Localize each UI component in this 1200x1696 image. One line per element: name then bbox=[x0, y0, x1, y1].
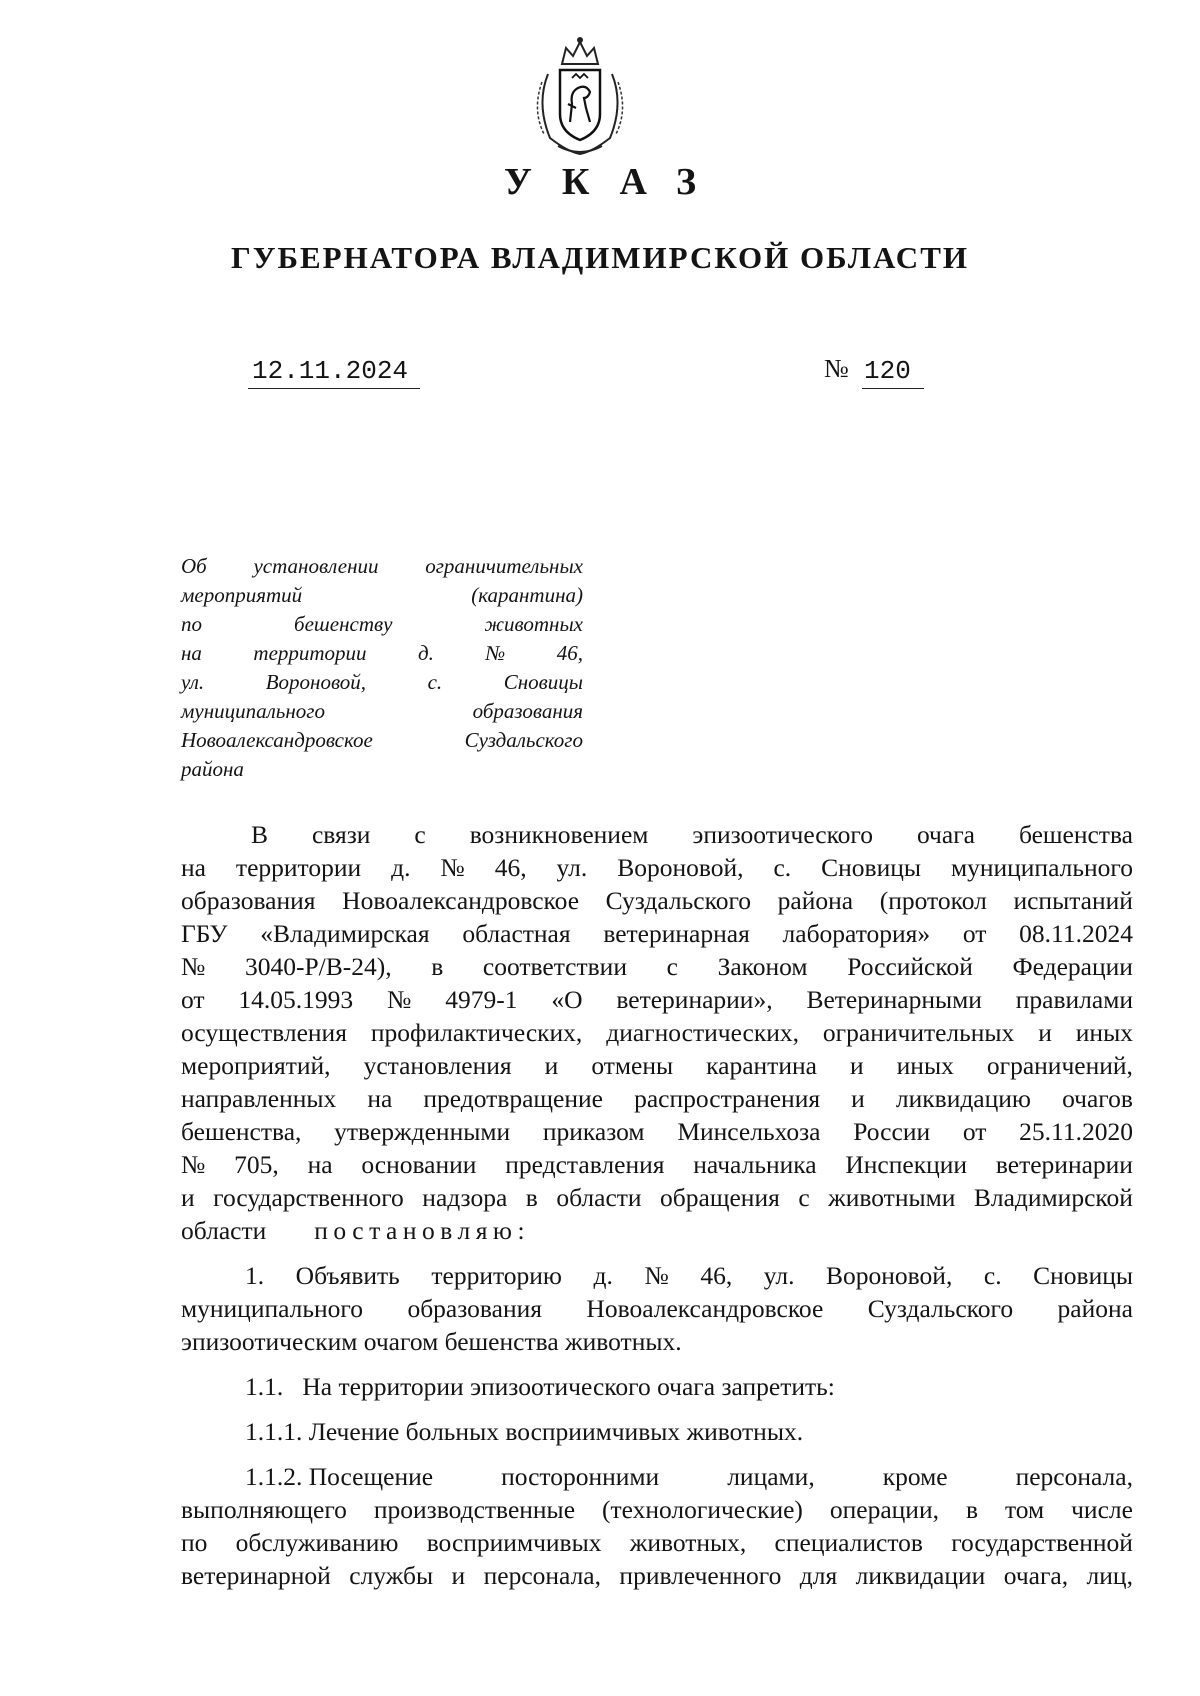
word: эпизоотического bbox=[692, 820, 874, 849]
number-sign: № bbox=[824, 354, 849, 383]
paragraph-1-last-line bbox=[181, 1214, 1133, 1247]
paragraph-1-first-line bbox=[181, 818, 1133, 851]
word: связи bbox=[311, 820, 371, 849]
word: на bbox=[181, 853, 206, 882]
word: с. bbox=[983, 1261, 1002, 1290]
word: № bbox=[181, 952, 206, 981]
word: испытаний bbox=[1013, 886, 1133, 915]
word: ликвидацию bbox=[895, 1084, 1031, 1113]
word: с bbox=[414, 820, 426, 849]
word: Суздальского bbox=[464, 728, 583, 752]
word: с. bbox=[427, 670, 443, 694]
word: № bbox=[440, 853, 465, 882]
document-type-title: УКАЗ bbox=[504, 161, 726, 203]
word: Новоалександровское bbox=[586, 1294, 824, 1323]
word: 705, bbox=[234, 1150, 279, 1179]
word: 1. bbox=[245, 1261, 265, 1290]
word: № bbox=[644, 1261, 669, 1290]
word: отмены bbox=[591, 1051, 674, 1080]
text-line bbox=[181, 884, 1133, 917]
word: района bbox=[181, 757, 244, 781]
word: привлеченного bbox=[619, 1561, 782, 1590]
word: по bbox=[181, 1528, 208, 1557]
word: лаборатория» bbox=[782, 919, 931, 948]
word: в bbox=[431, 952, 444, 981]
item-1-1-1: 1.1.1. Лечение больных восприимчивых животных. bbox=[245, 1417, 804, 1446]
word: ветеринарии», bbox=[616, 985, 773, 1014]
word: района bbox=[1057, 1294, 1133, 1323]
word: специалистов bbox=[774, 1528, 923, 1557]
word: очага bbox=[916, 820, 975, 849]
word: с bbox=[798, 1183, 810, 1212]
word: распространения bbox=[634, 1084, 821, 1113]
word: Минсельхоза bbox=[677, 1117, 821, 1146]
word: Объявить bbox=[295, 1261, 400, 1290]
text-line bbox=[181, 1526, 1133, 1559]
word: животных, bbox=[629, 1528, 747, 1557]
word: бешенства bbox=[1018, 820, 1133, 849]
item-1-1-2-lines bbox=[181, 1493, 1133, 1592]
word: д. bbox=[593, 1261, 613, 1290]
document-number: 120 bbox=[862, 356, 924, 389]
text-line bbox=[181, 983, 1133, 1016]
word: Сновицы bbox=[503, 670, 583, 694]
word: ул. bbox=[181, 670, 205, 694]
heading-line bbox=[181, 552, 583, 581]
heading-line bbox=[181, 639, 583, 668]
word: муниципального bbox=[181, 699, 325, 723]
word: Вороновой, bbox=[617, 853, 744, 882]
word: России bbox=[853, 1117, 931, 1146]
word: в bbox=[525, 1183, 538, 1212]
word: соответствии bbox=[482, 952, 627, 981]
word: д. bbox=[391, 853, 411, 882]
word: областная bbox=[462, 919, 571, 948]
word: от bbox=[181, 985, 205, 1014]
text-line bbox=[181, 1559, 1133, 1592]
word: обращения bbox=[660, 1183, 780, 1212]
word: территории bbox=[235, 853, 362, 882]
word: ликвидации bbox=[855, 1561, 986, 1590]
word: и bbox=[851, 1084, 865, 1113]
text-line bbox=[181, 1049, 1133, 1082]
word: № bbox=[485, 641, 506, 665]
heading-line bbox=[181, 581, 583, 610]
word: мероприятий, bbox=[181, 1051, 331, 1080]
word: обслуживанию bbox=[235, 1528, 399, 1557]
word: Владимирской bbox=[973, 1183, 1133, 1212]
paragraph-2-lines bbox=[181, 1292, 1133, 1325]
word: ул. bbox=[556, 853, 588, 882]
word: службы bbox=[349, 1561, 434, 1590]
coat-of-arms-emblem bbox=[528, 34, 632, 158]
document-date: 12.11.2024 bbox=[248, 356, 420, 389]
word: возникновением bbox=[469, 820, 649, 849]
word: иных bbox=[896, 1051, 954, 1080]
word: ограничений, bbox=[986, 1051, 1133, 1080]
word: очага, bbox=[1003, 1561, 1069, 1590]
word: Инспекции bbox=[845, 1150, 968, 1179]
word: Федерации bbox=[1012, 952, 1133, 981]
word: (технологические) bbox=[601, 1495, 803, 1524]
word: 08.11.2024 bbox=[1019, 919, 1133, 948]
text-line bbox=[181, 1115, 1133, 1148]
text-line bbox=[181, 917, 1133, 950]
word: 4979-1 bbox=[445, 985, 518, 1014]
word: выполняющего bbox=[181, 1495, 347, 1524]
heading-line bbox=[181, 755, 583, 784]
word: и bbox=[181, 1183, 195, 1212]
word: установления bbox=[363, 1051, 512, 1080]
issuer-subtitle: ГУБЕРНАТОРА ВЛАДИМИРСКОЙ ОБЛАСТИ bbox=[231, 240, 969, 275]
word: начальника bbox=[693, 1150, 817, 1179]
word: территорию bbox=[431, 1261, 562, 1290]
word: 25.11.2020 bbox=[1019, 1117, 1133, 1146]
resolve-word: постановляю: bbox=[314, 1216, 531, 1245]
word: В bbox=[251, 820, 269, 849]
word: персонала, bbox=[1015, 1462, 1133, 1491]
word: лицами, bbox=[727, 1462, 815, 1491]
word: Сновицы bbox=[821, 853, 921, 882]
word: от bbox=[962, 1117, 987, 1146]
word: «О bbox=[551, 985, 583, 1014]
word: и bbox=[544, 1051, 559, 1080]
word: числе bbox=[1071, 1495, 1133, 1524]
word: района bbox=[777, 886, 854, 915]
word: профилактических, bbox=[370, 1018, 583, 1047]
word: Сновицы bbox=[1033, 1261, 1133, 1290]
word: Новоалександровское bbox=[342, 886, 580, 915]
area-word: области bbox=[181, 1216, 267, 1245]
word: № bbox=[181, 1150, 206, 1179]
word: иных bbox=[1075, 1018, 1133, 1047]
word: Суздальского bbox=[867, 1294, 1014, 1323]
word: карантина bbox=[706, 1051, 817, 1080]
word: образования bbox=[407, 1294, 542, 1323]
text-line bbox=[181, 1292, 1133, 1325]
word: ветеринарии bbox=[995, 1150, 1133, 1179]
item-1-1: 1.1. На территории эпизоотического очага запретить: bbox=[245, 1372, 835, 1401]
item-1-1-2-first-line bbox=[181, 1460, 1133, 1493]
word: «Владимирская bbox=[260, 919, 430, 948]
word: утвержденными bbox=[334, 1117, 511, 1146]
heading-line bbox=[181, 697, 583, 726]
word: и bbox=[451, 1561, 466, 1590]
word: том bbox=[1004, 1495, 1045, 1524]
word: по bbox=[181, 612, 202, 636]
paragraph-2-first-line bbox=[181, 1259, 1133, 1292]
word: в bbox=[965, 1495, 978, 1524]
word: животными bbox=[828, 1183, 956, 1212]
word: (карантина) bbox=[471, 583, 583, 607]
word: с bbox=[666, 952, 678, 981]
word: операции, bbox=[829, 1495, 939, 1524]
word: Новоалександровское bbox=[181, 728, 373, 752]
word: муниципального bbox=[181, 1294, 363, 1323]
word: на bbox=[307, 1150, 333, 1179]
word: осуществления bbox=[181, 1018, 347, 1047]
word: территории bbox=[253, 641, 367, 665]
word: ограничительных bbox=[822, 1018, 1015, 1047]
text-line bbox=[181, 1148, 1133, 1181]
word: очагов bbox=[1062, 1084, 1133, 1113]
word: основании bbox=[361, 1150, 477, 1179]
word: персонала, bbox=[483, 1561, 601, 1590]
word: восприимчивых bbox=[426, 1528, 602, 1557]
word: мероприятий bbox=[181, 583, 303, 607]
word: ГБУ bbox=[181, 919, 228, 948]
word: 14.05.1993 bbox=[238, 985, 354, 1014]
word: ул. bbox=[763, 1261, 795, 1290]
text-line bbox=[181, 950, 1133, 983]
word: диагностических, bbox=[606, 1018, 800, 1047]
word: 46, bbox=[494, 853, 527, 882]
word: посторонними bbox=[501, 1462, 660, 1491]
word: бешенству bbox=[294, 612, 393, 636]
heading-line bbox=[181, 668, 583, 697]
word: государственной bbox=[951, 1528, 1133, 1557]
word: государственного bbox=[213, 1183, 404, 1212]
decree-heading bbox=[181, 552, 583, 784]
word: ветеринарной bbox=[181, 1561, 331, 1590]
word: области bbox=[556, 1183, 642, 1212]
word: Ветеринарными bbox=[806, 985, 982, 1014]
word: Российской bbox=[847, 952, 973, 981]
word: муниципального bbox=[950, 853, 1133, 882]
paragraph-2-last-line: эпизоотическим очагом бешенства животных. bbox=[181, 1327, 682, 1356]
word: Об bbox=[181, 554, 207, 578]
word: с. bbox=[773, 853, 792, 882]
word: бешенства, bbox=[181, 1117, 302, 1146]
word: д. bbox=[418, 641, 434, 665]
text-line bbox=[181, 1082, 1133, 1115]
word: лиц, bbox=[1086, 1561, 1133, 1590]
word: (протокол bbox=[879, 886, 987, 915]
word: на bbox=[181, 641, 202, 665]
word: Суздальского bbox=[605, 886, 752, 915]
word: установлении bbox=[253, 554, 379, 578]
word: надзора bbox=[422, 1183, 508, 1212]
word: 3040-Р/В-24), bbox=[244, 952, 392, 981]
heading-line bbox=[181, 610, 583, 639]
text-line bbox=[181, 1181, 1133, 1214]
text-line bbox=[181, 851, 1133, 884]
word: предотвращение bbox=[423, 1084, 603, 1113]
word: правилами bbox=[1015, 985, 1133, 1014]
word: Законом bbox=[717, 952, 808, 981]
word: 1.1.2. Посещение bbox=[245, 1462, 434, 1491]
word: образования bbox=[472, 699, 583, 723]
word: кроме bbox=[882, 1462, 948, 1491]
word: для bbox=[799, 1561, 838, 1590]
word: 46, bbox=[700, 1261, 733, 1290]
heading-line bbox=[181, 726, 583, 755]
word: ограничительных bbox=[425, 554, 583, 578]
word: № bbox=[387, 985, 412, 1014]
decree-body bbox=[181, 818, 1133, 1592]
word: производственные bbox=[373, 1495, 576, 1524]
text-line bbox=[181, 1493, 1133, 1526]
word: и bbox=[849, 1051, 864, 1080]
word: Вороновой, bbox=[826, 1261, 953, 1290]
paragraph-1-lines bbox=[181, 851, 1133, 1214]
word: от bbox=[962, 919, 987, 948]
text-line bbox=[181, 1016, 1133, 1049]
word: Вороновой, bbox=[265, 670, 367, 694]
word: и bbox=[1038, 1018, 1052, 1047]
word: направленных bbox=[181, 1084, 337, 1113]
word: ветеринарная bbox=[603, 919, 750, 948]
word: представления bbox=[505, 1150, 665, 1179]
word: животных bbox=[484, 612, 583, 636]
word: на bbox=[367, 1084, 393, 1113]
word: приказом bbox=[542, 1117, 645, 1146]
word: 46, bbox=[556, 641, 583, 665]
word: образования bbox=[181, 886, 316, 915]
